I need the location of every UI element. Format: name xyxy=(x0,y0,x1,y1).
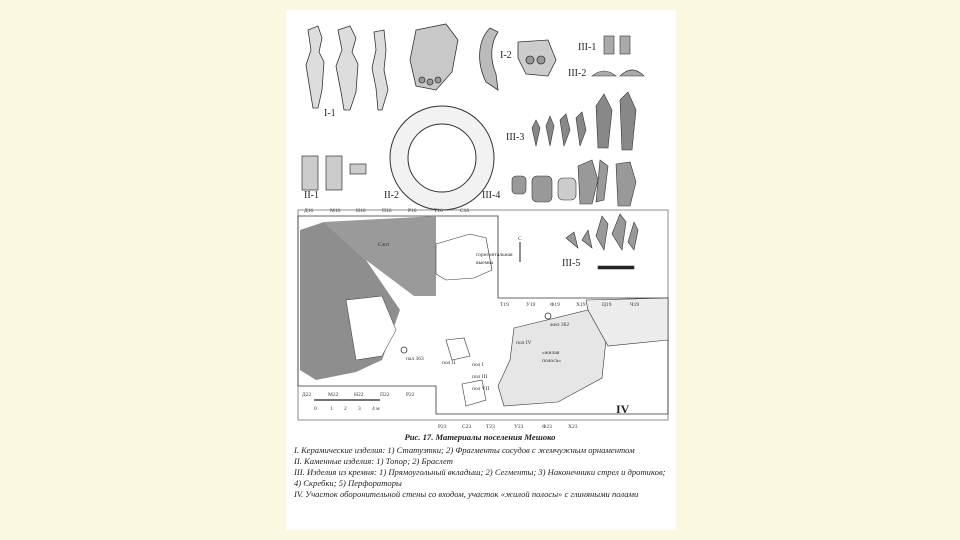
svg-text:Н16: Н16 xyxy=(356,208,366,214)
svg-text:пол I: пол I xyxy=(472,362,484,368)
svg-text:Ф19: Ф19 xyxy=(550,302,560,308)
svg-text:пол VII: пол VII xyxy=(472,386,490,392)
svg-text:Р22: Р22 xyxy=(406,392,415,398)
svg-text:Р16: Р16 xyxy=(408,208,417,214)
caption-line-iii: III. Изделия из кремня: 1) Прямоугольный вкладыш; 2) Сегменты; 3) Наконечники стрел и дротиков; 4) Скребки; 5) Перфораторы xyxy=(294,467,666,488)
svg-text:С16: С16 xyxy=(460,208,470,214)
svg-text:Ч19: Ч19 xyxy=(630,302,640,308)
flint-insert-drawings xyxy=(592,36,644,76)
svg-text:3: 3 xyxy=(358,406,361,412)
svg-text:Д16: Д16 xyxy=(304,208,314,214)
svg-text:4 м: 4 м xyxy=(372,406,380,412)
label-iv: IV xyxy=(616,402,630,416)
bracelet-drawing xyxy=(390,106,494,210)
caption-title: Рис. 17. Материалы поселения Мешоко xyxy=(404,432,556,442)
svg-text:Сэпт: Сэпт xyxy=(378,242,390,248)
label-ii-1: II-1 xyxy=(304,190,319,201)
label-i-2: I-2 xyxy=(500,50,512,61)
svg-text:Х23: Х23 xyxy=(568,424,578,430)
label-iii-4: III-4 xyxy=(482,190,501,201)
svg-text:пол II: пол II xyxy=(442,360,456,366)
label-iii-3: III-3 xyxy=(506,132,525,143)
svg-text:Ц19: Ц19 xyxy=(602,302,612,308)
svg-text:пал 363: пал 363 xyxy=(406,356,424,362)
label-iii-1: III-1 xyxy=(578,42,597,53)
svg-text:горизонтальная: горизонтальная xyxy=(476,252,513,258)
svg-text:Ф23: Ф23 xyxy=(542,424,552,430)
site-plan xyxy=(298,208,668,430)
svg-text:пол III: пол III xyxy=(472,374,488,380)
svg-text:выемка: выемка xyxy=(476,260,494,266)
arrowhead-drawings xyxy=(532,92,636,150)
svg-text:Р23: Р23 xyxy=(438,424,447,430)
svg-text:М16: М16 xyxy=(330,208,341,214)
label-i-1: I-1 xyxy=(324,108,336,119)
scraper-drawings xyxy=(512,160,636,206)
sherd-drawings xyxy=(410,24,556,90)
caption-line-ii: II. Каменные изделия: 1) Топор; 2) Браслет xyxy=(294,456,453,466)
svg-text:У23: У23 xyxy=(514,424,524,430)
svg-text:пол IV: пол IV xyxy=(516,340,532,346)
figure-caption xyxy=(294,432,666,500)
caption-line-i: I. Керамические изделия: 1) Статуэтки; 2) Фрагменты сосудов с жемчужным орнаментом xyxy=(294,445,635,455)
label-ii-2: II-2 xyxy=(384,190,399,201)
svg-text:У19: У19 xyxy=(526,302,536,308)
svg-text:Т19: Т19 xyxy=(500,302,509,308)
svg-text:жил 362: жил 362 xyxy=(550,322,570,328)
label-iii-5: III-5 xyxy=(562,258,581,269)
svg-text:«жилая: «жилая xyxy=(542,350,560,356)
svg-text:С: С xyxy=(518,236,522,242)
axe-drawing xyxy=(302,156,366,190)
svg-text:С23: С23 xyxy=(462,424,472,430)
caption-line-iv: IV. Участок оборонительной стены со входом, участок «жилой полосы» с глиняными полами xyxy=(294,489,639,499)
figurine-drawings xyxy=(306,26,388,110)
label-iii-2: III-2 xyxy=(568,68,587,79)
svg-text:2: 2 xyxy=(344,406,347,412)
svg-text:1: 1 xyxy=(330,406,333,412)
artifact-plate xyxy=(286,10,676,438)
svg-text:Х19: Х19 xyxy=(576,302,586,308)
svg-text:Т16: Т16 xyxy=(434,208,443,214)
svg-text:0: 0 xyxy=(314,406,317,412)
svg-text:Н22: Н22 xyxy=(354,392,364,398)
svg-text:полоса»: полоса» xyxy=(542,358,561,364)
document-page xyxy=(286,10,676,530)
svg-text:Т23: Т23 xyxy=(486,424,495,430)
svg-text:М22: М22 xyxy=(328,392,339,398)
svg-text:Д22: Д22 xyxy=(302,392,312,398)
svg-text:П16: П16 xyxy=(382,208,392,214)
svg-text:П22: П22 xyxy=(380,392,390,398)
